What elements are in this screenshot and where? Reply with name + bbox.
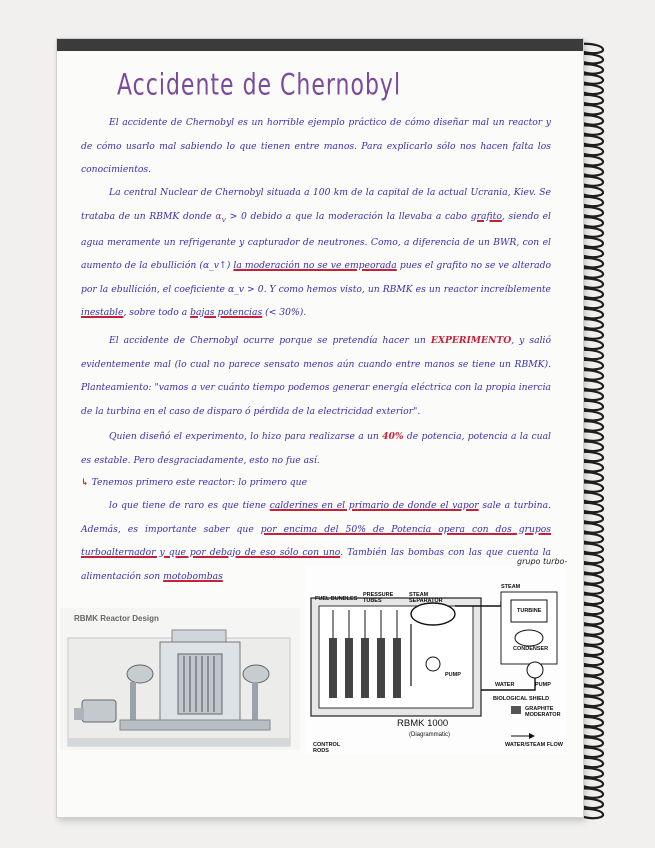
paragraph-calderines: lo que tiene de raro es que tiene calderines en el primario de donde el vapor sale a turbina. Además, es importante saber que por encima del 50% de Potencia opera con dos grupos turboalternador y que por debajo de eso sólo con uno. También las bombas con las que cuenta la alimentación son motobombas [81,500,552,582]
paragraph-reactor-intro: ↳ Tenemos primero este reactor: lo primero que [81,477,308,488]
label-graphite-moderator: GRAPHITE MODERATOR [525,706,561,718]
label-pressure-tubes: PRESSURE TUBES [363,592,394,604]
rbmk-1000-diagram [305,566,567,754]
label-biological-shield: BIOLOGICAL SHIELD [493,696,550,702]
label-pump-right: PUMP [535,682,551,688]
label-condenser: CONDENSER [513,646,549,652]
page-title: Accidente de Chernobyl [117,69,402,103]
label-fuel-bundles: FUEL BUNDLES [315,596,358,602]
label-water: WATER [495,682,515,688]
label-pump-left: PUMP [445,672,461,678]
paragraph-experimento: El accidente de Chernobyl ocurre porque se pretendía hacer un EXPERIMENTO, y salió evidentemente mal (lo cual no parece sensato menos aún cuando entre manos se tiene un RBMK). Planteamiento: "vamos a ver cuánto tiempo podemos generar energía eléctrica con la propia inercia de la turbina en el caso de disparo ó pérdida de la electricidad exterior". [81,335,551,417]
label-steam-separator: STEAM SEPARATOR [409,592,443,604]
label-steam: STEAM [501,584,521,590]
page-top-edge [57,39,583,51]
diagram-name: RBMK 1000 [397,718,449,729]
figure-caption: RBMK Reactor Design [74,614,159,623]
turbo-alternador-note: grupo turbo- [517,557,568,566]
reactor-building-drawing [60,608,300,750]
rbmk-reactor-design-figure [60,608,300,750]
label-water-steam-flow: WATER/STEAM FLOW [505,742,563,748]
paragraph-diseno: Quien diseñó el experimento, lo hizo para realizarse a un 40% de potencia, potencia a la cual es estable. Pero desgraciadamente, esto no fue así. [81,431,551,466]
label-control-rods: CONTROL RODS [313,742,341,754]
paragraph-central: La central Nuclear de Chernobyl situada a 100 km de la capital de la actual Ucrania, Kiev. Se trataba de un RBMK donde $\alpha_v > 0$ debido a que la moderación la llevaba a cabo grafito, siendo el agua meramente un refrigerante y capturador de neutrones. Como, a diferencia de un BWR, con el aumento de la ebullición (α_v↑) la moderación no se ve empeorada pues el grafito no se ve alterado por la ebullición, el coeficiente α_v > 0. Y como hemos visto, un RBMK es un reactor increíblemente inestable, sobre todo a bajas potencias (< 30%). [81,187,551,319]
paragraph-intro: El accidente de Chernobyl es un horrible ejemplo práctico de cómo diseñar mal un reactor y de cómo usarlo mal sabiendo lo que tienen entre manos. Para explicarlo sólo nos hacen falta los conocimientos. [81,117,551,175]
label-turbine: TURBINE [517,608,542,614]
diagram-subtitle: (Diagrammatic) [409,732,451,738]
